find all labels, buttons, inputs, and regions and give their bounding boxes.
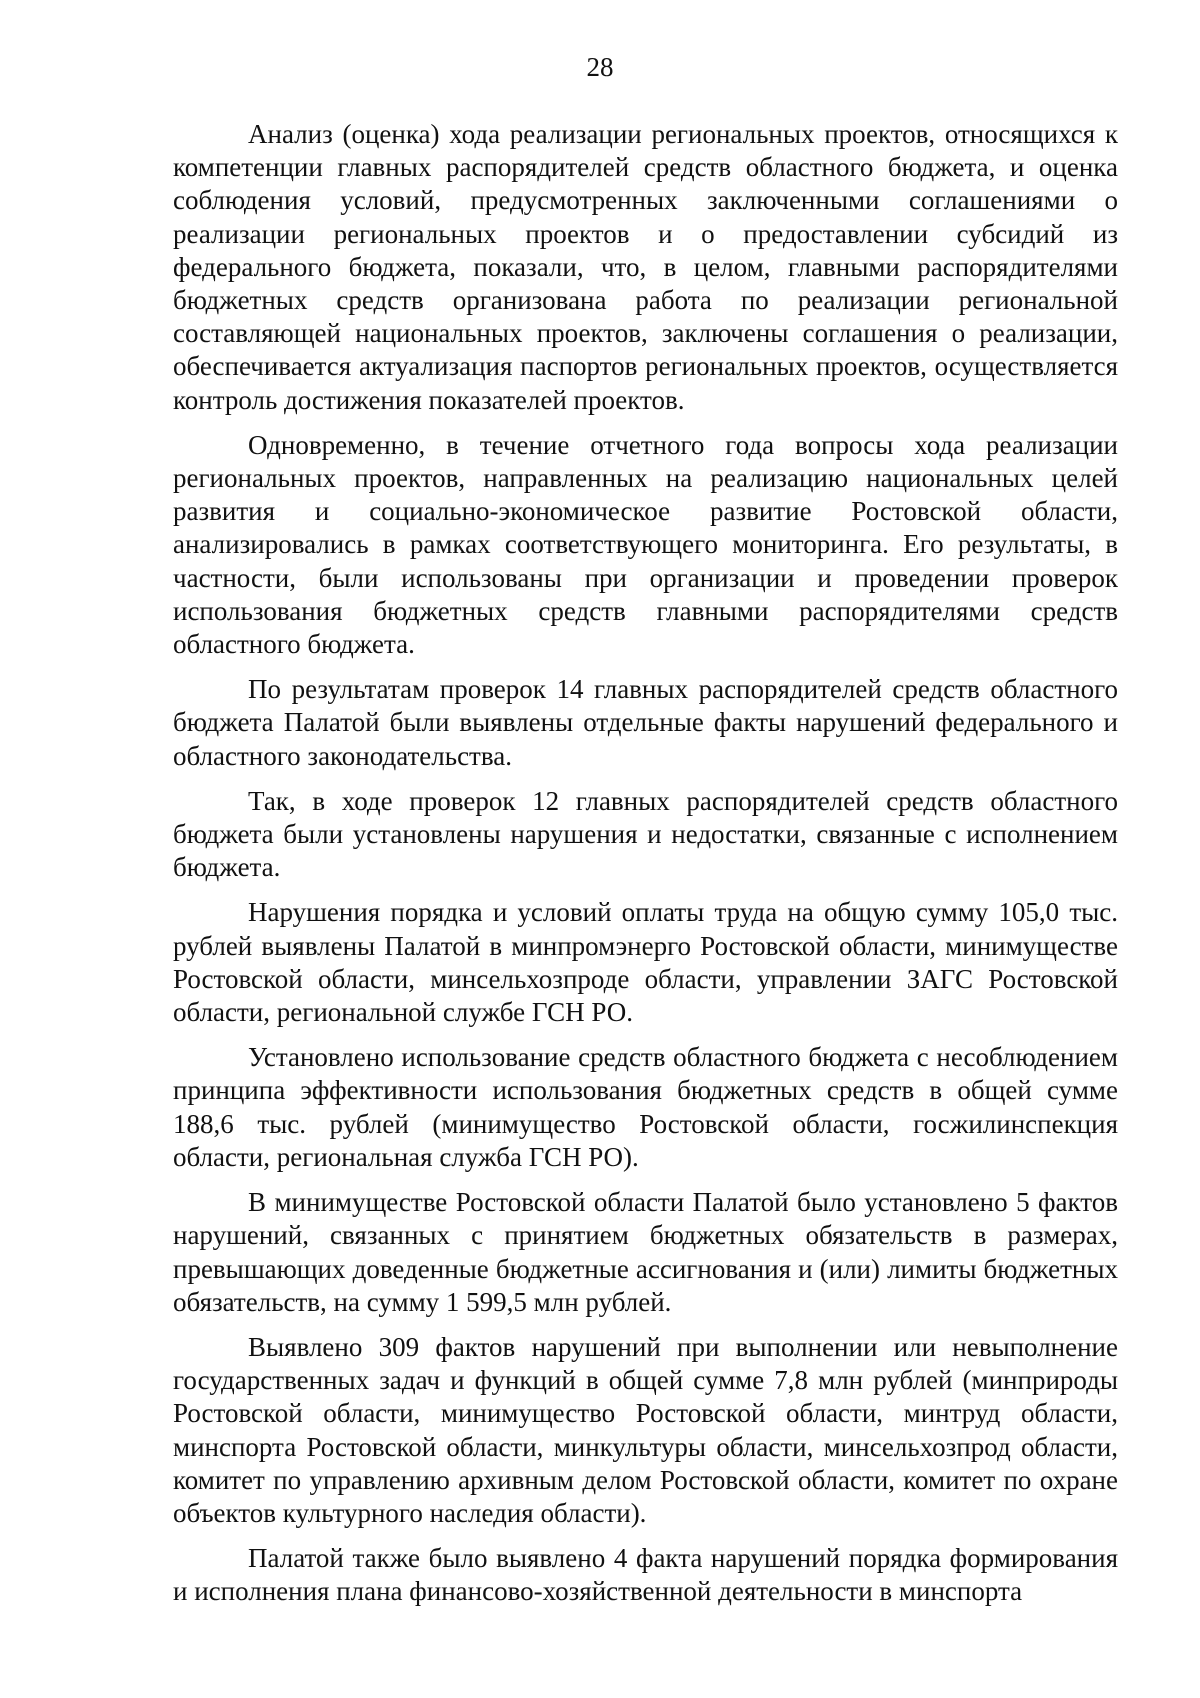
paragraph-payroll-violations: Нарушения порядка и условий оплаты труда на общую сумму 105,0 тыс. рублей выявлены Палатой в минпромэнерго Ростовской области, минимуществе Ростовской области, минсельхозпроде области, управлении ЗАГС Ростовской области, региональной службе ГСН РО.	[173, 897, 1118, 1028]
paragraph-obligations-violations: В минимуществе Ростовской области Палатой было установлено 5 фактов нарушений, связанных с принятием бюджетных обязательств в размерах, превышающих доведенные бюджетные ассигнования и (или) лимиты бюджетных обязательств, на сумму 1 599,5 млн рублей.	[173, 1187, 1118, 1317]
paragraph-state-tasks-violations: Выявлено 309 фактов нарушений при выполнении или невыполнение государственных задач и функций в общей сумме 7,8 млн рублей (минприроды Ростовской области, минимущество Ростовской области, минтруд области, минспорта Ростовской области, минкультуры области, минсельхозпрод области, комитет по управлению архивным делом Ростовской области, комитет по охране объектов культурного наследия области).	[173, 1331, 1118, 1528]
paragraph-audit-results: По результатам проверок 14 главных распорядителей средств областного бюджета Палатой были выявлены отдельные факты нарушений федерального и областного законодательства.	[173, 674, 1118, 771]
document-body	[173, 118, 1118, 1621]
paragraph-budget-violations: Так, в ходе проверок 12 главных распорядителей средств областного бюджета были установлены нарушения и недостатки, связанные с исполнением бюджета.	[173, 785, 1118, 883]
paragraph-analysis: Анализ (оценка) хода реализации региональных проектов, относящихся к компетенции главных распорядителей средств областного бюджета, и оценка соблюдения условий, предусмотренных заключенными соглашениями о реализации региональных проектов и о предоставлении субсидий из федерального бюджета, показали, что, в целом, главными распорядителями бюджетных средств организована работа по реализации региональной составляющей национальных проектов, заключены соглашения о реализации, обеспечивается актуализация паспортов региональных проектов, осуществляется контроль достижения показателей проектов.	[173, 119, 1118, 415]
paragraph-monitoring: Одновременно, в течение отчетного года вопросы хода реализации региональных проектов, направленных на реализацию национальных целей развития и социально-экономическое развитие Ростовской области, анализировались в рамках соответствующего мониторинга. Его результаты, в частности, были использованы при организации и проведении проверок использования бюджетных средств главными распорядителями средств областного бюджета.	[173, 429, 1118, 660]
paragraph-efficiency-violations: Установлено использование средств областного бюджета с несоблюдением принципа эффективности использования бюджетных средств в общей сумме 188,6 тыс. рублей (минимущество Ростовской области, госжилинспекция области, региональная служба ГСН РО).	[173, 1042, 1118, 1172]
page-number: 28	[586, 52, 614, 82]
paragraph-financial-plan-violations: Палатой также было выявлено 4 факта нарушений порядка формирования и исполнения плана финансово-хозяйственной деятельности в минспорта	[173, 1543, 1118, 1607]
